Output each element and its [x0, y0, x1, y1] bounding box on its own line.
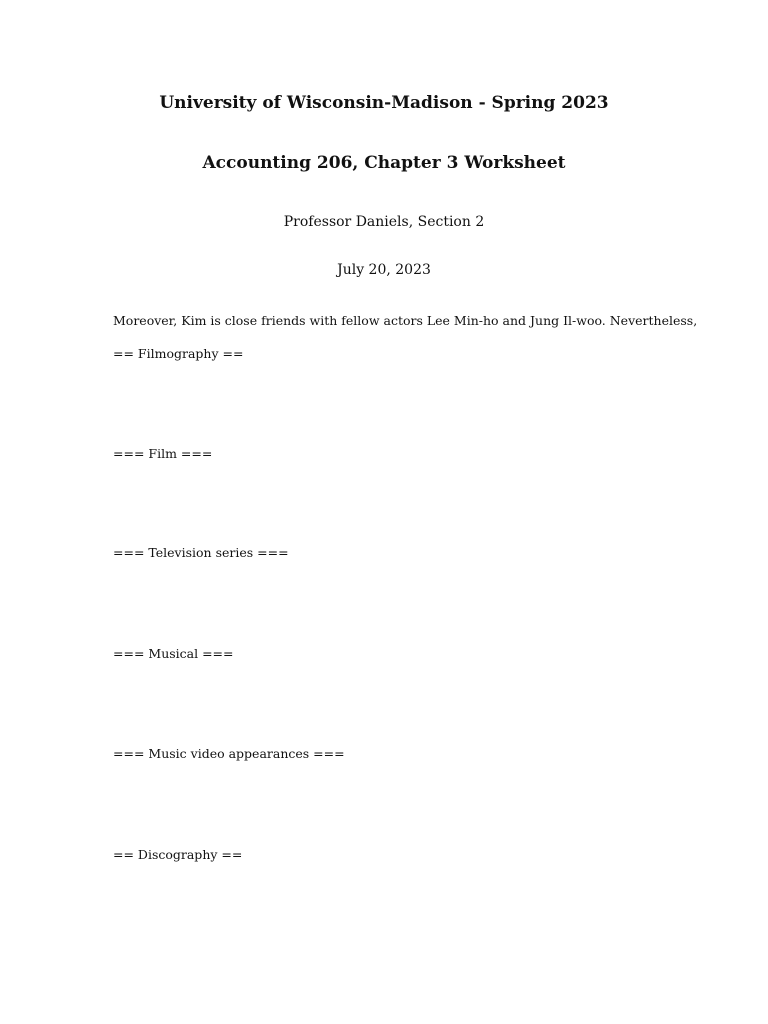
- course-heading: Accounting 206, Chapter 3 Worksheet: [202, 153, 566, 173]
- date-line: July 20, 2023: [337, 262, 431, 278]
- instructor-line: Professor Daniels, Section 2: [283, 214, 485, 230]
- institution-heading: University of Wisconsin-Madison - Spring 2023: [159, 93, 609, 113]
- section-heading-discography: == Discography ==: [113, 847, 243, 862]
- body-paragraph: Moreover, Kim is close friends with fellow actors Lee Min-ho and Jung Il-woo. Nevertheless,: [113, 313, 698, 328]
- section-heading-television-series: === Television series ===: [113, 545, 289, 560]
- section-heading-filmography: == Filmography ==: [113, 346, 244, 361]
- section-heading-music-video-appearances: === Music video appearances ===: [113, 746, 345, 761]
- section-heading-musical: === Musical ===: [113, 646, 234, 661]
- section-heading-film: === Film ===: [113, 446, 213, 461]
